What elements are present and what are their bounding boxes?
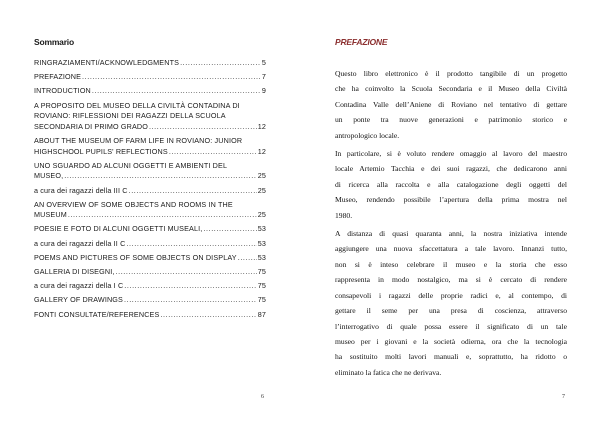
toc-entry[interactable]	[34, 281, 266, 292]
toc-entry-page: 25	[257, 185, 266, 195]
toc-leader-dots	[64, 171, 256, 182]
toc-entry-label: POESIE E FOTO DI ALCUNI OGGETTI MUSEALI,	[34, 224, 203, 234]
preface-line: Museo, rendendo possibile l’apertura della prima mostra nel	[335, 195, 567, 205]
preface-paragraph	[335, 146, 567, 223]
toc-entry-page: 25	[257, 210, 266, 220]
toc-entry-page: 87	[257, 309, 266, 319]
toc-leader-dots	[169, 147, 257, 158]
preface-body	[335, 66, 567, 380]
toc-entry-page: 12	[257, 146, 266, 156]
toc-entry-label: POEMS AND PICTURES OF SOME OBJECTS ON DISPLAY	[34, 252, 237, 262]
toc-entry-label: INTRODUCTION	[34, 86, 91, 96]
right-page	[300, 0, 600, 424]
toc-entry[interactable]	[34, 267, 266, 278]
toc-entry-page: 5	[261, 58, 266, 67]
toc-entry[interactable]	[34, 86, 266, 97]
toc-entry-label: GALLERY OF DRAWINGS	[34, 295, 123, 305]
preface-line: di ricerca alla raccolta e alla catalogazione degli oggetti del	[335, 179, 567, 189]
preface-line: Questo libro elettronico è il prodotto tangibile di un progetto	[335, 69, 567, 78]
preface-line: Contadina Valle dell’Aniene di Roviano nel tentativo di gettare	[335, 99, 567, 109]
page-number-left: 6	[261, 394, 264, 400]
toc-entry-page: 7	[261, 72, 266, 82]
toc-entry-label: FONTI CONSULTATE/REFERENCES	[34, 309, 160, 319]
preface-line: museo per i giovani e la società odierna, ora che la tecnologia	[335, 336, 567, 346]
toc-leader-dots	[126, 239, 256, 250]
toc-leader-dots	[129, 186, 257, 197]
toc-entry-page: 53	[257, 238, 266, 248]
toc-entry-label: a cura dei ragazzi della II C	[34, 238, 126, 248]
toc-entry-page: 53	[257, 252, 266, 262]
toc-entry-label: MUSEUM	[34, 210, 67, 220]
toc-entry-label: PREFAZIONE	[34, 72, 82, 82]
toc-entry-page: 75	[257, 267, 266, 277]
preface-line: consapevoli i ragazzi delle proprie radici e, al contempo, di	[335, 290, 567, 300]
preface-line: A distanza di quasi quaranta anni, la nostra iniziativa intende	[335, 229, 567, 239]
preface-line: eliminato la fatica che ne derivava.	[335, 367, 442, 377]
toc-entry[interactable]	[34, 101, 266, 133]
toc-entry-label: MUSEO,	[34, 171, 64, 181]
toc-entry[interactable]	[34, 161, 266, 182]
preface-line: un ponte tra nuove generazioni e patrimonio storico e	[335, 115, 567, 125]
toc-leader-dots	[203, 224, 256, 235]
toc-entry[interactable]	[34, 239, 266, 250]
toc-entry-label: RINGRAZIAMENTI/ACKNOWLEDGMENTS	[34, 58, 180, 67]
toc-entry-line: UNO SGUARDO AD ALCUNI OGGETTI E AMBIENTI DEL	[34, 160, 228, 170]
preface-line: che ha coinvolto la Scuola Secondaria e il Museo della Civiltà	[335, 84, 567, 94]
toc-title: Sommario	[34, 37, 74, 47]
toc-entry-page: 53	[257, 224, 266, 234]
toc-leader-dots	[149, 122, 257, 133]
toc-leader-dots	[238, 253, 257, 264]
preface-line: non si è inteso celebrare il museo e la storia che esso	[335, 259, 567, 269]
preface-paragraph	[335, 66, 567, 143]
preface-line: 1980.	[335, 210, 353, 220]
toc-entry-page: 12	[257, 121, 266, 131]
toc-entry-page: 9	[261, 86, 266, 96]
toc-leader-dots	[180, 58, 261, 69]
toc-leader-dots	[82, 72, 261, 83]
toc-leader-dots	[116, 267, 257, 278]
preface-line: aggiungere una nuova sfaccettatura a tale lavoro. Innanzi tutto,	[335, 244, 567, 254]
toc-entry-label: a cura dei ragazzi della III C	[34, 185, 128, 195]
toc-entry-line: ABOUT THE MUSEUM OF FARM LIFE IN ROVIANO: JUNIOR	[34, 135, 243, 145]
table-of-contents	[34, 58, 266, 324]
toc-entry-label: HIGHSCHOOL PUPILS' REFLECTIONS	[34, 146, 168, 156]
preface-line: antropologico locale.	[335, 130, 400, 140]
preface-line: gettare il seme per una presa di coscienza, attraverso	[335, 306, 567, 316]
toc-entry[interactable]	[34, 224, 266, 235]
preface-line: rappresenta in modo nostalgico, ma si è cercato di rendere	[335, 275, 567, 285]
preface-line: locale Artemio Tacchia e dei suoi ragazzi, che dedicarono anni	[335, 164, 567, 174]
toc-entry-line: ROVIANO: RIFLESSIONI DEI RAGAZZI DELLA SCUOLA	[34, 111, 226, 121]
toc-entry[interactable]	[34, 72, 266, 83]
toc-entry[interactable]	[34, 186, 266, 197]
toc-entry-label: SECONDARIA DI PRIMO GRADO	[34, 121, 148, 131]
toc-entry[interactable]	[34, 310, 266, 321]
toc-entry-page: 75	[257, 295, 266, 305]
toc-entry[interactable]	[34, 200, 266, 221]
toc-entry-label: GALLERIA DI DISEGNI,	[34, 267, 115, 277]
toc-entry[interactable]	[34, 295, 266, 306]
toc-entry-line: A PROPOSITO DEL MUSEO DELLA CIVILTÀ CONTADINA DI	[34, 100, 240, 110]
preface-line: ha sostituito molti lavori manuali e, soprattutto, ha ridotto o	[335, 352, 567, 362]
toc-leader-dots	[92, 86, 261, 97]
toc-entry[interactable]	[34, 253, 266, 264]
preface-line: In particolare, si è voluto rendere omaggio al lavoro del maestro	[335, 149, 567, 159]
preface-line: l’interrogativo di quale possa essere il significato di un tale	[335, 321, 567, 331]
toc-entry-label: a cura dei ragazzi della I C	[34, 281, 124, 291]
page-number-right: 7	[562, 394, 565, 400]
toc-leader-dots	[124, 281, 256, 292]
toc-leader-dots	[68, 210, 257, 221]
toc-entry-line: AN OVERVIEW OF SOME OBJECTS AND ROOMS IN THE	[34, 199, 233, 209]
toc-entry[interactable]	[34, 136, 266, 157]
toc-entry-page: 75	[257, 281, 266, 291]
toc-leader-dots	[124, 295, 257, 306]
toc-entry[interactable]	[34, 58, 266, 69]
preface-title: PREFAZIONE	[335, 37, 388, 47]
toc-leader-dots	[160, 310, 256, 321]
toc-entry-page: 25	[257, 171, 266, 181]
preface-paragraph	[335, 226, 567, 380]
